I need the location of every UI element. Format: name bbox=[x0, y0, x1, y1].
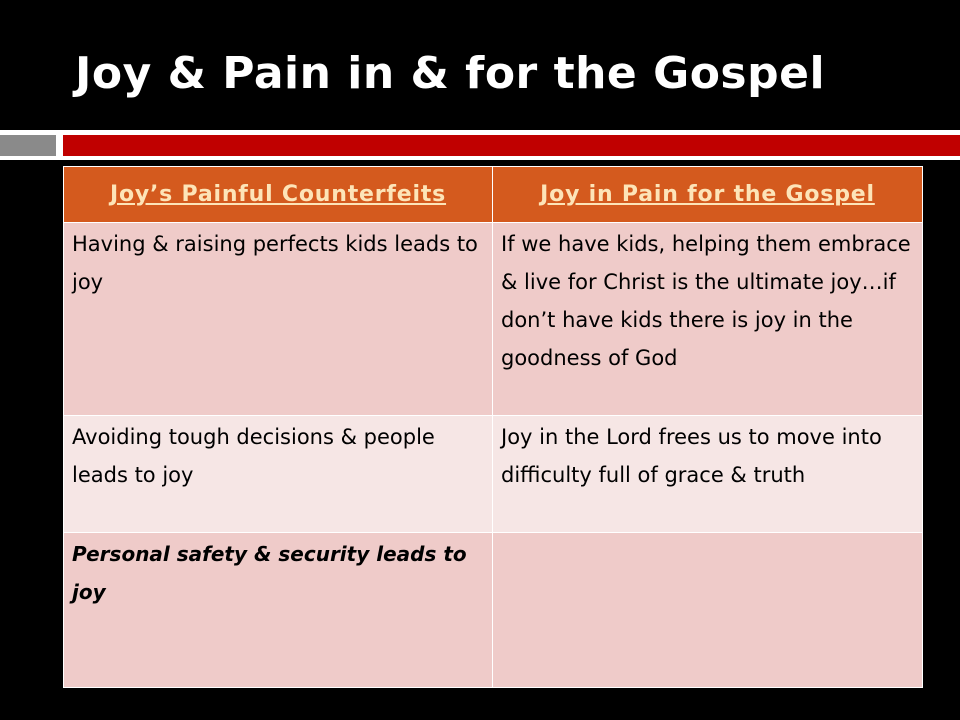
table-row bbox=[64, 533, 923, 688]
divider-red-bar bbox=[63, 135, 960, 156]
comparison-table bbox=[63, 166, 923, 688]
table-cell: If we have kids, helping them embrace & live for Christ is the ultimate joy…if don’t have kids there is joy in the goodness of God bbox=[493, 223, 923, 416]
header-joy-in-pain: Joy in Pain for the Gospel bbox=[493, 167, 923, 223]
table-cell-empty bbox=[493, 533, 923, 688]
table-cell: Avoiding tough decisions & people leads to joy bbox=[64, 416, 493, 533]
table-cell: Personal safety & security leads to joy bbox=[64, 533, 493, 688]
table-cell: Having & raising perfects kids leads to joy bbox=[64, 223, 493, 416]
divider-gray-block bbox=[0, 135, 56, 156]
header-counterfeits: Joy’s Painful Counterfeits bbox=[64, 167, 493, 223]
table-row bbox=[64, 416, 923, 533]
table-row bbox=[64, 223, 923, 416]
table-header-row bbox=[64, 167, 923, 223]
slide-title: Joy & Pain in & for the Gospel bbox=[75, 48, 826, 99]
table-cell: Joy in the Lord frees us to move into difficulty full of grace & truth bbox=[493, 416, 923, 533]
